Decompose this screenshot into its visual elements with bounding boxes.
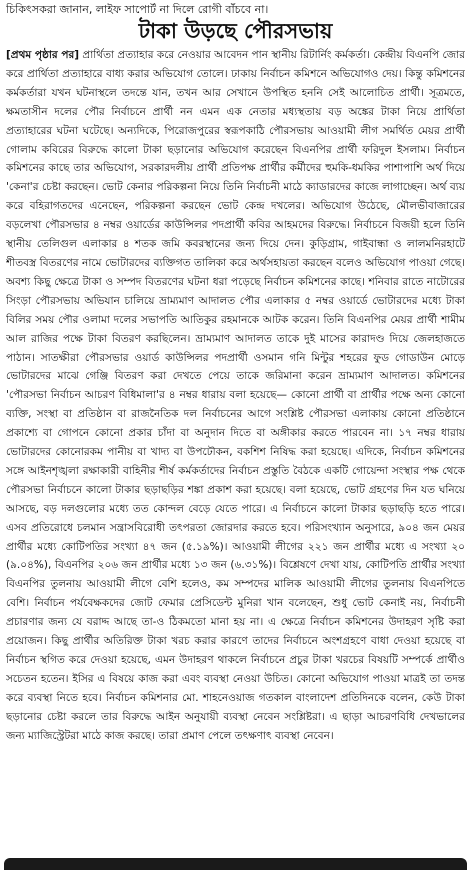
previous-article-tail: চিকিৎসকরা জানান, লাইফ সাপোর্ট না দিলে রোগী বাঁচবে না। [6, 3, 269, 16]
continuation-marker: [প্রথম পৃষ্ঠার পর] [6, 49, 80, 61]
next-section-bar [4, 858, 467, 870]
article-text: প্রার্থিতা প্রত্যাহার করে নেওয়ার আবেদন পান স্থানীয় রিটার্নিং কর্মকর্তা। কেন্দ্রীয় বিএনপি জোর করে প্রার্থিতা প্রত্যাহারে বাধ্য করার অভিযোগ তোলে। ঢাকায় নির্বাচন কমিশনে অভিযোগও দেয়। কিন্তু কমিশনের কর্মকর্তারা যখন ঘটনাস্থলে তদন্তে যান, তখন আর সেখানে উপস্থিত হননি সেই আলোচিত প্রার্থী। সূত্রমতে, ক্ষমতাসীন দলের পৌর নির্বাচনে প্রার্থী নন এমন এক নেতার মধ্যস্থতায় বড় অঙ্কের টাকা নিয়ে প্রার্থিতা প্রত্যাহারের ঘটনা ঘটেছে। অন্যদিকে, পিরোজপুরের স্বরূপকাঠি পৌরসভায় আওয়ামী লীগ সমর্থিত মেয়র প্রার্থী গোলাম কবিরের বিরুদ্ধে কালো টাকা ছড়ানোর অভিযোগ করেছেন বিএনপির প্রার্থী ফরিদুল ইসলাম। নির্বাচন কমিশনের কাছে তার অভিযোগ, সরকারদলীয় প্রার্থী প্রতিপক্ষ প্রার্থীর কর্মীদের হুমকি-ধমকির পাশাপাশি অর্থ দিয়ে 'কেনা'র চেষ্টা করছেন। ভোট কেনার পরিকল্পনা নিয়ে তিনি নির্বাচনী মাঠে ক্যাডারদের কাজে লাগাচ্ছেন। অর্থ ব্যয় করে বহিরাগতদের এনেছেন, পরিকল্পনা করছেন ভোট কেন্দ্র দখলের। অভিযোগ উঠেছে, মৌলভীবাজারের বড়লেখা পৌরসভার ৪ নম্বর ওয়ার্ডের কাউন্সিলর পদপ্রার্থী কবির আহমদের বিরুদ্ধে। নির্বাচনে বিজয়ী হলে তিনি স্থানীয় তেলিগুল এলাকার ৪ শতক জমি কবরস্থানের জন্য দিয়ে দেন। কুড়িগ্রাম, গাইবান্ধা ও লালমনিরহাটে শীতবস্ত্র বিতরণের নামে ভোটারদের ব্যক্তিগত তালিকা করে অর্থসহায়তা করছেন বলেও অভিযোগ পাওয়া গেছে। অবশ্য কিছু ক্ষেত্রে টাকা ও সম্পদ বিতরণের ঘটনা ধরা পড়েছে নির্বাচন কমিশনের কাছে। শনিবার রাতে নাটোরের সিংড়া পৌরসভায় অভিযান চালিয়ে ভ্রাম্যমাণ আদালত পৌর এলাকার ৫ নম্বর ওয়ার্ডে ভোটারদের মধ্যে টাকা বিলির সময় পৌর ওলামা দলের সভাপতি আতিকুর রহমানকে আটক করেন। তিনি বিএনপির মেয়র প্রার্থী শামীম আল রাজির পক্ষে টাকা বিতরণ করছিলেন। ভ্রাম্যমাণ আদালত তাকে দুই মাসের কারাদণ্ড দিয়ে জেলহাজতে পাঠান। সাতক্ষীরা পৌরসভার ওয়ার্ড কাউন্সিলর পদপ্রার্থী ওসমান গনি মিন্টুর শহরের ফুড গোডাউন মোড়ে ভোটারদের মাঝে গেঞ্জি বিতরণ করা দেখতে পেয়ে তাকে জরিমানা করেন ভ্রাম্যমাণ আদালত। কমিশনের 'পৌরসভা নির্বাচন আচরণ বিধিমালা'র ৪ নম্বর ধারায় বলা হয়েছে— কোনো প্রার্থী বা প্রার্থীর পক্ষে অন্য কোনো ব্যক্তি, সংস্থা বা প্রতিষ্ঠান বা রাজনৈতিক দল নির্বাচনের আগে সংশ্লিষ্ট পৌরসভা এলাকায় কোনো প্রতিষ্ঠানে প্রকাশ্যে বা গোপনে কোনো প্রকার চাঁদা বা অনুদান দিতে বা অঙ্গীকার করতে পারবেন না। ১৭ নম্বর ধারায় ভোটারদের কোনোরকম পানীয় বা খাদ্য বা উপঢৌকন, বকশিশ নিষিদ্ধ করা হয়েছে। এদিকে, নির্বাচন কমিশনের সঙ্গে আইনশৃঙ্খলা রক্ষাকারী বাহিনীর শীর্ষ কর্মকর্তাদের নির্বাচন প্রস্তুতি বৈঠকে একটি গোয়েন্দা সংস্থার পক্ষ থেকে পৌরসভা নির্বাচনে কালো টাকার ছড়াছড়ির শঙ্কা প্রকাশ করা হয়েছে। বলা হয়েছে, ভোট গ্রহণের দিন যত ঘনিয়ে আসছে, বড় দলগুলোর মধ্যে তত কোন্দল বেড়ে যেতে পারে। এ নির্বাচনে কালো টাকার ছড়াছড়ি হতে পারে। এসব প্রতিরোধে চলমান সন্ত্রাসবিরোধী তৎপরতা জোরদার করতে হবে। পরিসংখ্যান অনুসারে, ৯০৪ জন মেয়র প্রার্থীর মধ্যে কোটিপতির সংখ্যা ৪৭ জন (৫.১৯%)। আওয়ামী লীগের ২২১ জন প্রার্থীর মধ্যে এ সংখ্যা ২০ (৯.০৪%), বিএনপির ২০৬ জন প্রার্থীর মধ্যে ১৩ জন (৬.৩১%)। বিশ্লেষণে দেখা যায়, কোটিপতি প্রার্থীর সংখ্যা বিএনপির তুলনায় আওয়ামী লীগে বেশি হলেও, কম সম্পদের মালিক আওয়ামী লীগের তুলনায় বিএনপিতে বেশি। নির্বাচন পর্যবেক্ষকদের জোট ফেমার প্রেসিডেন্ট মুনিরা খান বলেছেন, শুধু ভোট কেনাই নয়, নির্বাচনী প্রচারণার জন্য যে বরাদ্দ আছে তা-ও ঠিকমতো মানা হয় না। এ ক্ষেত্রে নির্বাচন কমিশনের উদাহরণ সৃষ্টি করা প্রয়োজন। কিছু প্রার্থীর অতিরিক্ত টাকা খরচ করার কারণে তাদের নির্বাচনে অংশগ্রহণে বাধা দেওয়া হয়েছে বা নির্বাচন স্থগিত করে দেওয়া হয়েছে, এমন উদাহরণ থাকলে নির্বাচনে প্রচুর টাকা খরচের বিষয়টি সম্পর্কে প্রার্থীও সচেতন হতেন। ইসির এ বিষয়ে কাজ করা এবং ব্যবস্থা নেওয়া উচিত। কোনো অভিযোগ পাওয়া মাত্রই তা তদন্ত করে ব্যবস্থা নিতে হবে। নির্বাচন কমিশনার মো. শাহনেওয়াজ গতকাল বাংলাদেশ প্রতিদিনকে বলেন, কেউ টাকা ছড়ানোর চেষ্টা করলে তার বিরুদ্ধে আইন অনুযায়ী ব্যবস্থা নেবেন সংশ্লিষ্টরা। এ ছাড়া আচরণবিধি দেখভালের জন্য ম্যাজিস্ট্রেটরা মাঠে কাজ করছে। তারা প্রমাণ পেলে তৎক্ষণাৎ ব্যবস্থা নেবেন। [6, 49, 465, 742]
article-body [6, 46, 465, 854]
article-headline: টাকা উড়ছে পৌরসভায় [138, 19, 333, 43]
